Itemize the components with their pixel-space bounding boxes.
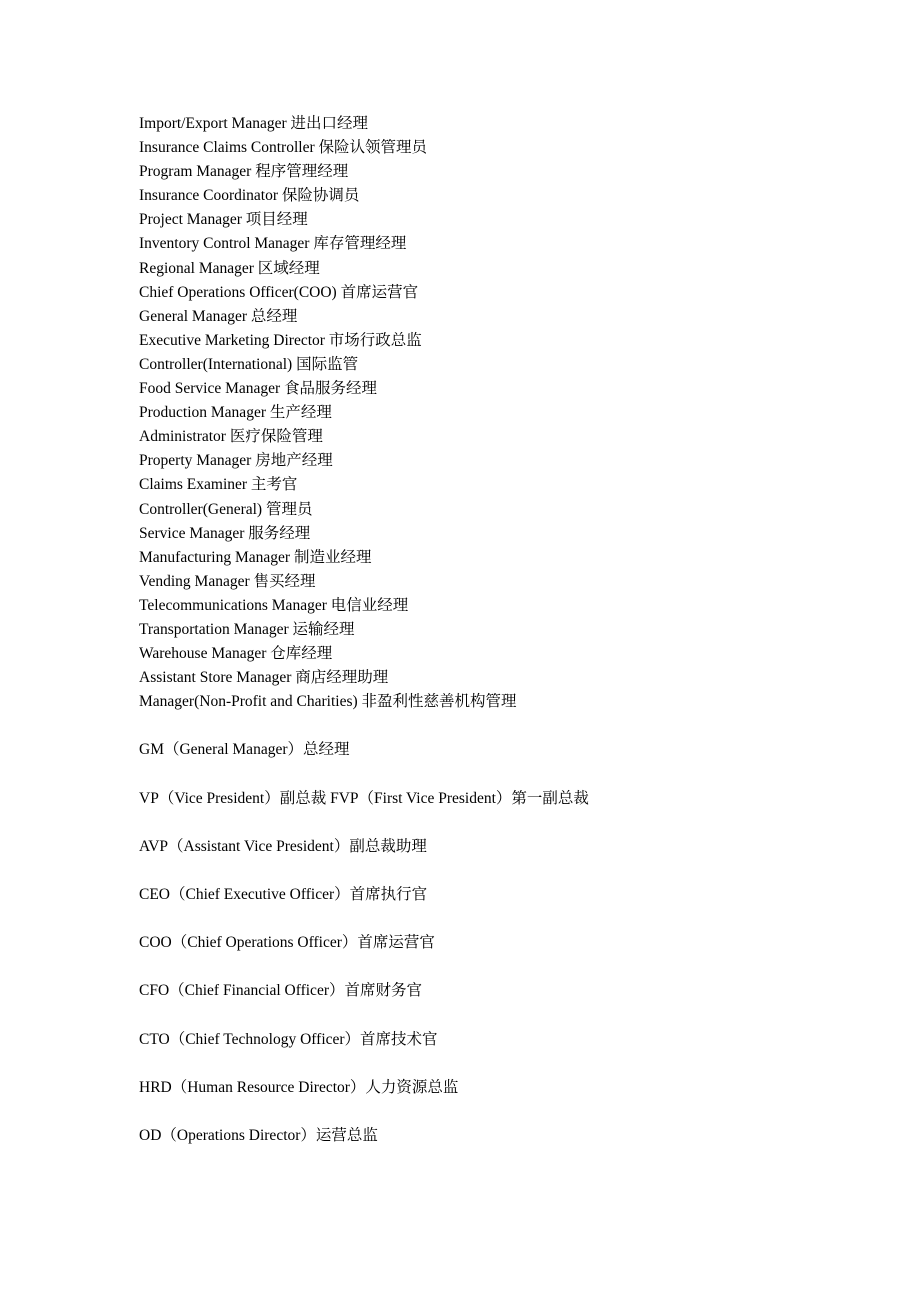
title-line: Service Manager 服务经理 [139, 524, 311, 542]
title-line: Import/Export Manager 进出口经理 [139, 115, 369, 132]
abbreviation-line: CTO（Chief Technology Officer）首席技术官 [139, 1030, 438, 1048]
title-line: Project Manager 项目经理 [139, 211, 308, 229]
abbreviation-line: CFO（Chief Financial Officer）首席财务官 [139, 982, 422, 1000]
abbreviation-line: VP（Vice President）副总裁 FVP（First Vice President）第一副总裁 [139, 789, 589, 807]
title-line: Food Service Manager 食品服务经理 [139, 380, 378, 398]
title-line: Administrator 医疗保险管理 [139, 428, 323, 446]
title-line: Regional Manager 区域经理 [139, 259, 320, 277]
abbreviation-line: COO（Chief Operations Officer）首席运营官 [139, 934, 435, 952]
title-line: Chief Operations Officer(COO) 首席运营官 [139, 283, 419, 301]
abbreviation-line: HRD（Human Resource Director）人力资源总监 [139, 1078, 459, 1096]
title-line: Inventory Control Manager 库存管理经理 [139, 235, 407, 253]
title-line: Insurance Claims Controller 保险认领管理员 [139, 139, 427, 157]
title-line: Warehouse Manager 仓库经理 [139, 645, 333, 663]
title-line: Program Manager 程序管理经理 [139, 163, 349, 181]
abbreviation-line: CEO（Chief Executive Officer）首席执行官 [139, 886, 428, 903]
title-line: Insurance Coordinator 保险协调员 [139, 187, 360, 205]
title-line: Transportation Manager 运输经理 [139, 620, 355, 638]
document-content [139, 112, 839, 1148]
title-line: General Manager 总经理 [139, 307, 298, 325]
abbreviation-line: GM（General Manager）总经理 [139, 741, 350, 759]
title-line: Property Manager 房地产经理 [139, 452, 333, 470]
title-line: Controller(General) 管理员 [139, 500, 313, 518]
title-line: Executive Marketing Director 市场行政总监 [139, 331, 422, 349]
title-line: Production Manager 生产经理 [139, 404, 332, 422]
abbreviation-line: OD（Operations Director）运营总监 [139, 1126, 378, 1144]
title-line: Vending Manager 售买经理 [139, 572, 316, 590]
title-line: Manufacturing Manager 制造业经理 [139, 548, 372, 566]
title-line: Telecommunications Manager 电信业经理 [139, 596, 409, 614]
title-line: Claims Examiner 主考官 [139, 476, 298, 494]
title-line: Manager(Non-Profit and Charities) 非盈利性慈善机构管理 [139, 693, 517, 711]
abbreviation-line: AVP（Assistant Vice President）副总裁助理 [139, 837, 427, 855]
title-line: Controller(International) 国际监管 [139, 355, 359, 373]
title-line: Assistant Store Manager 商店经理助理 [139, 669, 389, 687]
